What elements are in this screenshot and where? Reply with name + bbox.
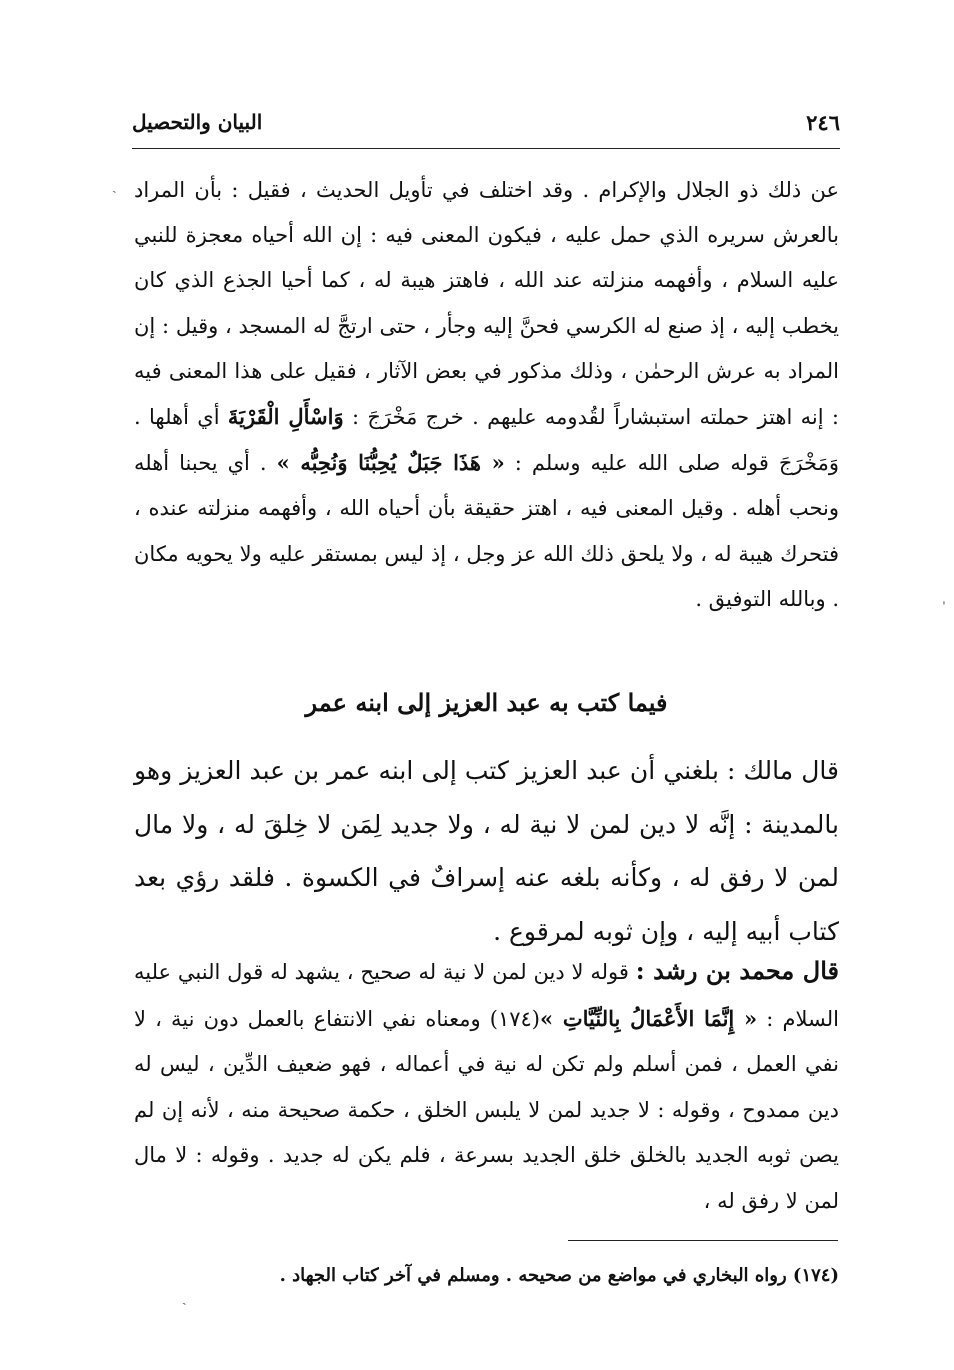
page-number: ٢٤٦ [806,110,840,135]
footnote [200,1265,839,1286]
footnote-number: (١٧٤) [792,1265,839,1286]
running-title: البيان والتحصيل [132,110,263,134]
paragraph-ibn-rushd [134,948,839,1224]
paragraph1-text-b: أي أهلها . وَمَخْرَجَ قوله صلى الله عليه وسلم : [134,405,839,476]
paragraph3-text-a: قوله لا دين لمن لا نية له صحيح ، يشهد له قول النبي عليه السلام : [134,960,839,1031]
scan-speck: ˎ [182,1290,187,1306]
paragraph-commentary [134,168,839,622]
speaker-lead: قال محمد بن رشد : [635,956,839,985]
scan-speck: ˈ [942,600,946,616]
footnote-rule [568,1240,838,1241]
hadith-quote: « هَذَا جَبَلٌ يُحِبُّنَا وَنُحِبُّه » [276,450,505,476]
paragraph1-text-a: عن ذلك ذو الجلال والإكرام . وقد اختلف في تأويل الحديث ، فقيل : بأن المراد بالعرش سريره الذي حمل عليه ، فيكون المعنى فيه : إن الله أحياه معجزة للنبي عليه السلام ، وأفهمه منزلته عند الله ، فاهتز هيبة له ، كما أحيا الجذع الذي كان يخطب إليه ، إذ صنع له الكرسي فحنَّ إليه وجأر ، حتى ارتجَّ له المسجد ، وقيل : إن المراد به عرش الرحمٰن ، وذلك مذكور في بعض الآثار ، فقيل على هذا المعنى فيه : إنه اهتز حملته استبشاراً لقُدومه عليهم . خرج مَخْرَجَ : [134,178,839,430]
scan-speck: ˏ [112,178,117,194]
quran-quote: وَاسْأَلِ الْقَرْيَةَ [227,404,344,430]
hadith-quote-niyyat: « إِنَّمَا الأَعْمَالُ بِالنِّيَّاتِ » [540,1005,758,1031]
footnote-text: رواه البخاري في مواضع من صحيحه . ومسلم في آخر كتاب الجهاد . [279,1265,787,1286]
header-rule [132,148,840,149]
paragraph3-text-b: ومعناه نفي الانتفاع بالعمل دون نية ، لا نفي العمل ، فمن أسلم ولم تكن له نية في أعماله ، فهو ضعيف الدِّين ، ليس له دين ممدوح ، وقوله : لا جديد لمن لا يلبس الخلق ، حكمة صحيحة منه ، لأنه إن لم يصن ثوبه الجديد بالخلق خلق الجديد بسرعة ، فلم يكن له جديد . وقوله : لا مال لمن لا رفق له ، [134,1006,839,1213]
paragraph1-text-c: . أي يحبنا أهله ونحب أهله . وقيل المعنى فيه ، اهتز حقيقة بأن أحياه الله ، وأفهمه منزلته عنده ، فتحرك هيبة له ، ولا يلحق ذلك الله عز وجل ، إذ ليس بمستقر عليه ولا يحويه مكان . وبالله التوفيق . [134,451,839,611]
page-header [132,110,840,144]
paragraph2-text: قال مالك : بلغني أن عبد العزيز كتب إلى ابنه عمر بن عبد العزيز وهو بالمدينة : إنَّه لا دين لمن لا نية له ، ولا جديد لِمَن لا خِلقَ له ، ولا مال لمن لا رفق له ، وكأنه بلغه عنه إسرافٌ في الكسوة . فلقد رؤي بعد كتاب أبيه إليه ، وإن ثوبه لمرقوع . [134,756,839,946]
paragraph-malik [134,744,839,958]
footnote-reference: (١٧٤) [489,1006,540,1031]
section-heading: فيما كتب به عبد العزيز إلى ابنه عمر [305,688,668,717]
